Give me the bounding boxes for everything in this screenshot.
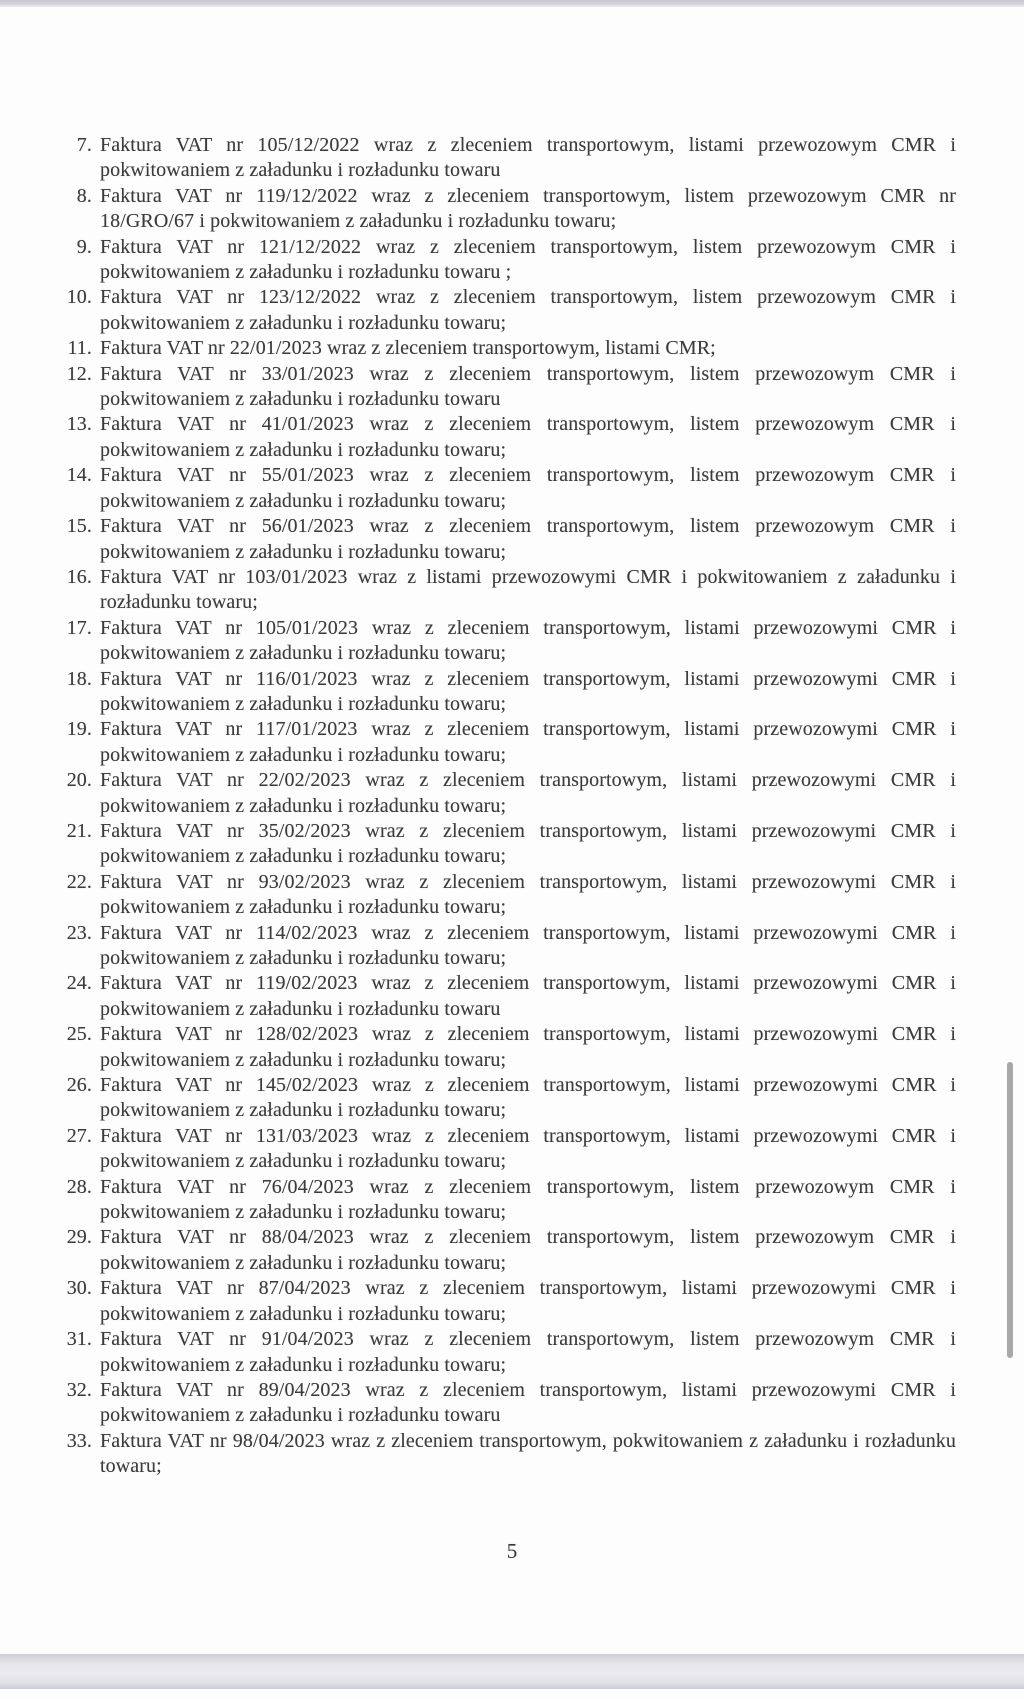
item-text: Faktura VAT nr 128/02/2023 wraz z zleceniem transportowym, listami przewozowymi CMR i pokwitowaniem z załadunku i rozładunku towaru; xyxy=(100,1023,956,1071)
item-text: Faktura VAT nr 116/01/2023 wraz z zleceniem transportowym, listami przewozowymi CMR i pokwitowaniem z załadunku i rozładunku towaru; xyxy=(100,667,956,715)
list-item xyxy=(64,285,956,336)
list-item xyxy=(64,921,956,972)
item-text: Faktura VAT nr 117/01/2023 wraz z zleceniem transportowym, listami przewozowymi CMR i pokwitowaniem z załadunku i rozładunku towaru; xyxy=(100,718,956,766)
invoice-list xyxy=(64,133,956,1480)
list-item xyxy=(64,616,956,667)
list-item xyxy=(64,667,956,718)
list-item xyxy=(64,768,956,819)
item-text: Faktura VAT nr 103/01/2023 wraz z listami przewozowymi CMR i pokwitowaniem z załadunku i rozładunku towaru; xyxy=(100,565,956,614)
item-text: Faktura VAT nr 121/12/2022 wraz z zleceniem transportowym, listem przewozowym CMR i pokwitowaniem z załadunku i rozładunku towaru ; xyxy=(100,235,956,284)
item-number: 20. xyxy=(66,769,92,792)
item-text: Faktura VAT nr 145/02/2023 wraz z zleceniem transportowym, listami przewozowymi CMR i pokwitowaniem z załadunku i rozładunku towaru; xyxy=(100,1074,956,1122)
item-number: 7. xyxy=(76,134,92,156)
item-number: 28. xyxy=(66,1175,92,1198)
item-number: 33. xyxy=(66,1429,92,1452)
list-item xyxy=(64,362,956,413)
item-number: 11. xyxy=(67,337,92,360)
item-number: 24. xyxy=(66,972,92,995)
item-number: 31. xyxy=(66,1328,92,1351)
item-number: 25. xyxy=(66,1023,92,1046)
item-text: Faktura VAT nr 56/01/2023 wraz z zleceniem transportowym, listem przewozowym CMR i pokwitowaniem z załadunku i rozładunku towaru; xyxy=(100,515,956,563)
list-item xyxy=(64,1175,956,1226)
item-text: Faktura VAT nr 131/03/2023 wraz z zleceniem transportowym, listami przewozowymi CMR i pokwitowaniem z załadunku i rozładunku towaru; xyxy=(100,1124,956,1173)
item-text: Faktura VAT nr 91/04/2023 wraz z zleceniem transportowym, listem przewozowym CMR i pokwitowaniem z załadunku i rozładunku towaru; xyxy=(100,1328,956,1376)
list-item xyxy=(64,184,956,235)
item-number: 22. xyxy=(66,870,92,893)
scrollbar-thumb[interactable] xyxy=(1007,1062,1013,1358)
list-item xyxy=(64,870,956,921)
list-item xyxy=(64,235,956,286)
item-number: 18. xyxy=(66,667,92,690)
item-text: Faktura VAT nr 98/04/2023 wraz z zleceniem transportowym, pokwitowaniem z załadunku i rozładunku towaru; xyxy=(100,1429,956,1478)
list-item xyxy=(64,971,956,1022)
item-text: Faktura VAT nr 93/02/2023 wraz z zleceniem transportowym, listami przewozowymi CMR i pokwitowaniem z załadunku i rozładunku towaru; xyxy=(100,870,956,919)
list-item xyxy=(64,336,956,361)
item-text: Faktura VAT nr 105/01/2023 wraz z zleceniem transportowym, listami przewozowymi CMR i pokwitowaniem z załadunku i rozładunku towaru; xyxy=(100,616,956,665)
item-number: 19. xyxy=(66,718,92,741)
list-item xyxy=(64,133,956,184)
list-item xyxy=(64,463,956,514)
item-text: Faktura VAT nr 119/02/2023 wraz z zleceniem transportowym, listami przewozowymi CMR i pokwitowaniem z załadunku i rozładunku towaru xyxy=(100,972,956,1020)
item-text: Faktura VAT nr 55/01/2023 wraz z zleceniem transportowym, listem przewozowym CMR i pokwitowaniem z załadunku i rozładunku towaru; xyxy=(100,464,956,512)
list-item xyxy=(64,1022,956,1073)
item-number: 32. xyxy=(66,1378,92,1401)
item-text: Faktura VAT nr 123/12/2022 wraz z zleceniem transportowym, listem przewozowym CMR i pokwitowaniem z załadunku i rozładunku towaru; xyxy=(100,286,956,334)
item-text: Faktura VAT nr 22/02/2023 wraz z zleceniem transportowym, listami przewozowymi CMR i pokwitowaniem z załadunku i rozładunku towaru; xyxy=(100,769,956,817)
item-text: Faktura VAT nr 35/02/2023 wraz z zleceniem transportowym, listami przewozowymi CMR i pokwitowaniem z załadunku i rozładunku towaru; xyxy=(100,819,956,868)
list-item xyxy=(64,565,956,616)
list-item xyxy=(64,1124,956,1175)
item-number: 30. xyxy=(66,1277,92,1300)
bottom-edge-bar xyxy=(0,1654,1024,1689)
item-text: Faktura VAT nr 22/01/2023 wraz z zleceniem transportowym, listami CMR; xyxy=(100,337,716,360)
list-item xyxy=(64,1429,956,1480)
item-text: Faktura VAT nr 41/01/2023 wraz z zleceniem transportowym, listem przewozowym CMR i pokwitowaniem z załadunku i rozładunku towaru; xyxy=(100,413,956,461)
list-item xyxy=(64,1378,956,1429)
list-item xyxy=(64,514,956,565)
top-edge-bar xyxy=(0,0,1024,7)
item-number: 23. xyxy=(66,921,92,944)
list-item xyxy=(64,1327,956,1378)
list-item xyxy=(64,412,956,463)
item-text: Faktura VAT nr 33/01/2023 wraz z zleceniem transportowym, listem przewozowym CMR i pokwitowaniem z załadunku i rozładunku towaru xyxy=(100,362,956,411)
list-item xyxy=(64,1276,956,1327)
list-item xyxy=(64,1073,956,1124)
list-item xyxy=(64,819,956,870)
item-number: 8. xyxy=(76,184,92,207)
item-number: 26. xyxy=(66,1074,92,1097)
list-item xyxy=(64,717,956,768)
item-number: 10. xyxy=(66,286,92,309)
item-number: 21. xyxy=(66,819,92,842)
item-text: Faktura VAT nr 119/12/2022 wraz z zleceniem transportowym, listem przewozowym CMR nr 18/GRO/67 i pokwitowaniem z załadunku i rozładunku towaru; xyxy=(100,184,956,233)
item-number: 13. xyxy=(66,413,92,436)
item-number: 14. xyxy=(66,464,92,487)
item-number: 29. xyxy=(66,1226,92,1249)
item-text: Faktura VAT nr 76/04/2023 wraz z zleceniem transportowym, listem przewozowym CMR i pokwitowaniem z załadunku i rozładunku towaru; xyxy=(100,1175,956,1224)
item-text: Faktura VAT nr 114/02/2023 wraz z zleceniem transportowym, listami przewozowymi CMR i pokwitowaniem z załadunku i rozładunku towaru; xyxy=(100,921,956,969)
item-text: Faktura VAT nr 87/04/2023 wraz z zleceniem transportowym, listami przewozowymi CMR i pokwitowaniem z załadunku i rozładunku towaru; xyxy=(100,1277,956,1325)
page-number: 5 xyxy=(506,1539,518,1563)
item-number: 16. xyxy=(66,565,92,588)
item-number: 27. xyxy=(66,1124,92,1147)
item-number: 9. xyxy=(76,235,92,258)
item-number: 17. xyxy=(66,616,92,639)
list-item xyxy=(64,1225,956,1276)
item-number: 15. xyxy=(66,515,92,538)
item-text: Faktura VAT nr 105/12/2022 wraz z zleceniem transportowym, listami przewozowym CMR i pokwitowaniem z załadunku i rozładunku towaru xyxy=(100,134,956,182)
item-text: Faktura VAT nr 89/04/2023 wraz z zleceniem transportowym, listami przewozowymi CMR i pokwitowaniem z załadunku i rozładunku towaru xyxy=(100,1378,956,1427)
item-text: Faktura VAT nr 88/04/2023 wraz z zleceniem transportowym, listem przewozowym CMR i pokwitowaniem z załadunku i rozładunku towaru; xyxy=(100,1226,956,1274)
item-number: 12. xyxy=(66,362,92,385)
